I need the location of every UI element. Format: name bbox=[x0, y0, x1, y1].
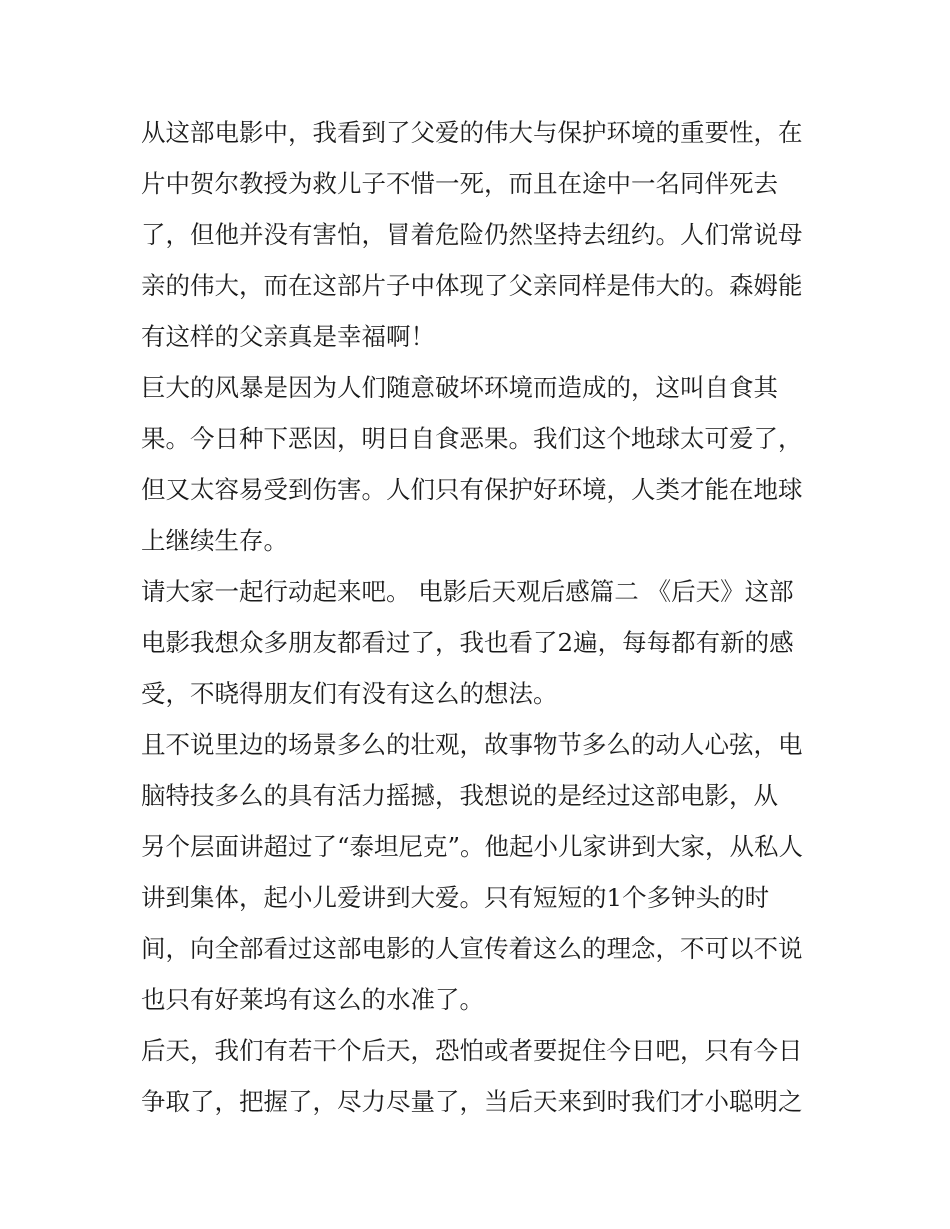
text-line: 果。今日种下恶因，明日自食恶果。我们这个地球太可爱了， bbox=[141, 424, 803, 453]
text-line: 讲到集体，起小儿爱讲到大爱。只有短短的1个多钟头的时 bbox=[141, 883, 770, 912]
text-line: 且不说里边的场景多么的壮观，故事物节多么的动人心弦，电 bbox=[141, 730, 803, 759]
text-line: 从这部电影中，我看到了父爱的伟大与保护环境的重要性，在 bbox=[141, 118, 803, 147]
text-line: 片中贺尔教授为救儿子不惜一死，而且在途中一名同伴死去 bbox=[141, 169, 778, 198]
text-line: 有这样的父亲真是幸福啊！ bbox=[141, 322, 435, 351]
text-line: 亲的伟大，而在这部片子中体现了父亲同样是伟大的。森姆能 bbox=[141, 271, 803, 300]
text-line: 后天，我们有若干个后天，恐怕或者要捉住今日吧，只有今日 bbox=[141, 1036, 803, 1065]
text-line: 脑特技多么的具有活力摇撼，我想说的是经过这部电影，从 bbox=[141, 781, 778, 810]
text-line: 了，但他并没有害怕，冒着危险仍然坚持去纽约。人们常说母 bbox=[141, 220, 803, 249]
text-line: 但又太容易受到伤害。人们只有保护好环境，人类才能在地球 bbox=[141, 475, 803, 504]
text-line: 受，不晓得朋友们有没有这么的想法。 bbox=[141, 679, 558, 708]
text-line: 请大家一起行动起来吧。 电影后天观后感篇二 《后天》这部 bbox=[141, 577, 794, 606]
text-line: 巨大的风暴是因为人们随意破坏环境而造成的，这叫自食其 bbox=[141, 373, 778, 402]
text-line: 上继续生存。 bbox=[141, 526, 288, 555]
text-line: 间，向全部看过这部电影的人宣传着这么的理念，不可以不说 bbox=[141, 934, 803, 963]
text-line: 也只有好莱坞有这么的水准了。 bbox=[141, 985, 484, 1014]
text-line: 电影我想众多朋友都看过了，我也看了2遍，每每都有新的感 bbox=[141, 628, 794, 657]
text-line: 争取了，把握了，尽力尽量了，当后天来到时我们才小聪明之 bbox=[141, 1087, 803, 1116]
text-line: 另个层面讲超过了“泰坦尼克”。他起小儿家讲到大家，从私人 bbox=[141, 832, 804, 861]
document-body bbox=[141, 107, 821, 1127]
